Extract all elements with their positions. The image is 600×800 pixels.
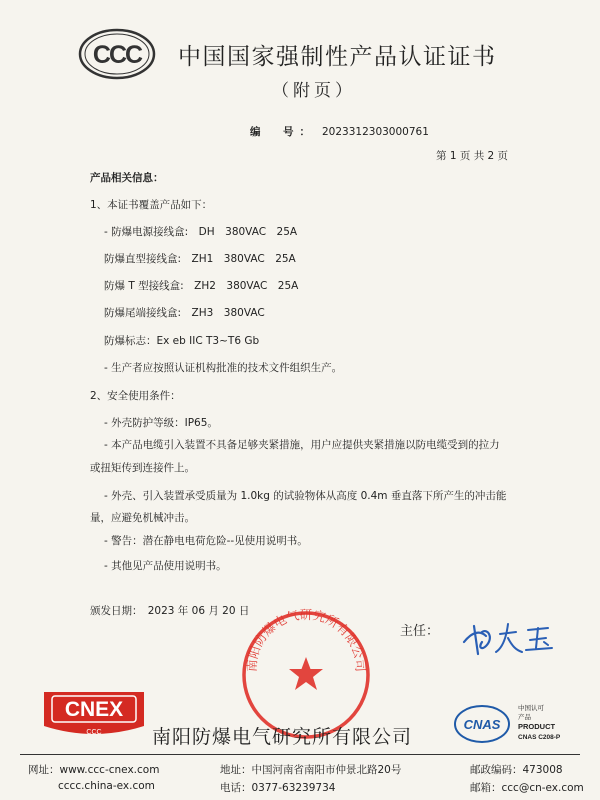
director-label: 主任： <box>400 624 440 639</box>
certificate-number-label: 编 号： <box>250 126 316 138</box>
footer-address: 地址：中国河南省南阳市仲景北路20号 <box>220 764 402 776</box>
impact-note-line1: - 外壳、引入装置承受质量为 1.0kg 的试验物体从高度 0.4m 垂直落下所产生的冲击能 <box>104 490 507 502</box>
item2-heading: 2、安全使用条件： <box>90 390 181 402</box>
cable-note-line1: - 本产品电缆引入装置不具备足够夹紧措施，用户应提供夹紧措施以防电缆受到的拉力 <box>104 439 500 451</box>
footer-website1[interactable]: 网址：www.ccc-cnex.com <box>28 764 160 776</box>
product-line: 防爆 T 型接线盒: ZH2 380VAC 25A <box>104 280 299 292</box>
footer-divider <box>20 754 580 755</box>
ccc-logo-text: CCC <box>92 41 142 69</box>
ccc-logo <box>78 28 156 80</box>
cnas-line3: PRODUCT <box>518 722 556 731</box>
cnex-logo-text: CNEX <box>64 698 124 721</box>
director-signature <box>456 612 566 662</box>
cnas-line4: CNAS C208-P <box>518 734 561 741</box>
institute-name: 南阳防爆电气研究所有限公司 <box>152 726 413 748</box>
ex-marking: 防爆标志：Ex eb IIC T3~T6 Gb <box>104 335 260 347</box>
production-note: - 生产者应按照认证机构批准的技术文件组织生产。 <box>104 362 343 374</box>
footer-website2[interactable]: cccc.china-ex.com <box>58 780 155 792</box>
product-line: 防爆直型接线盒: ZH1 380VAC 25A <box>104 253 296 265</box>
ip-rating: - 外壳防护等级：IP65。 <box>104 417 218 429</box>
stamp-text: 南阳防爆电气研究所有限公司 <box>243 607 369 673</box>
other-note: - 其他见产品使用说明书。 <box>104 560 227 572</box>
impact-note-line2: 量，应避免机械冲击。 <box>90 512 195 524</box>
issue-date: 颁发日期： 2023 年 06 月 20 日 <box>90 605 250 617</box>
stamp-star-icon <box>289 657 323 690</box>
page-count: 第 1 页 共 2 页 <box>436 150 509 162</box>
footer-email[interactable]: 邮箱：ccc@cn-ex.com <box>470 782 584 794</box>
warning-note: - 警告：潜在静电电荷危险--见使用说明书。 <box>104 535 308 547</box>
product-line: - 防爆电源接线盒: DH 380VAC 25A <box>104 226 298 238</box>
page-subtitle: （附页） <box>272 81 356 101</box>
product-line: 防爆尾端接线盒: ZH3 380VAC <box>104 307 265 319</box>
cnex-logo <box>40 688 148 742</box>
page-title: 中国国家强制性产品认证证书 <box>178 44 497 70</box>
section-heading: 产品相关信息： <box>90 172 164 184</box>
cnas-logo <box>452 700 572 748</box>
certificate-number <box>250 124 429 139</box>
cnas-line2: 产品 <box>518 713 531 721</box>
item1-heading: 1、本证书覆盖产品如下： <box>90 199 213 211</box>
cnas-logo-text: CNAS <box>463 717 501 732</box>
footer-phone: 电话：0377-63239734 <box>220 782 336 794</box>
cnex-logo-subtext: CCC <box>86 729 102 736</box>
cnas-line1: 中国认可 <box>518 704 544 712</box>
footer-postcode: 邮政编码：473008 <box>470 764 563 776</box>
certificate-number-value: 2023312303000761 <box>322 126 429 138</box>
cable-note-line2: 或扭矩传到连接件上。 <box>90 462 195 474</box>
